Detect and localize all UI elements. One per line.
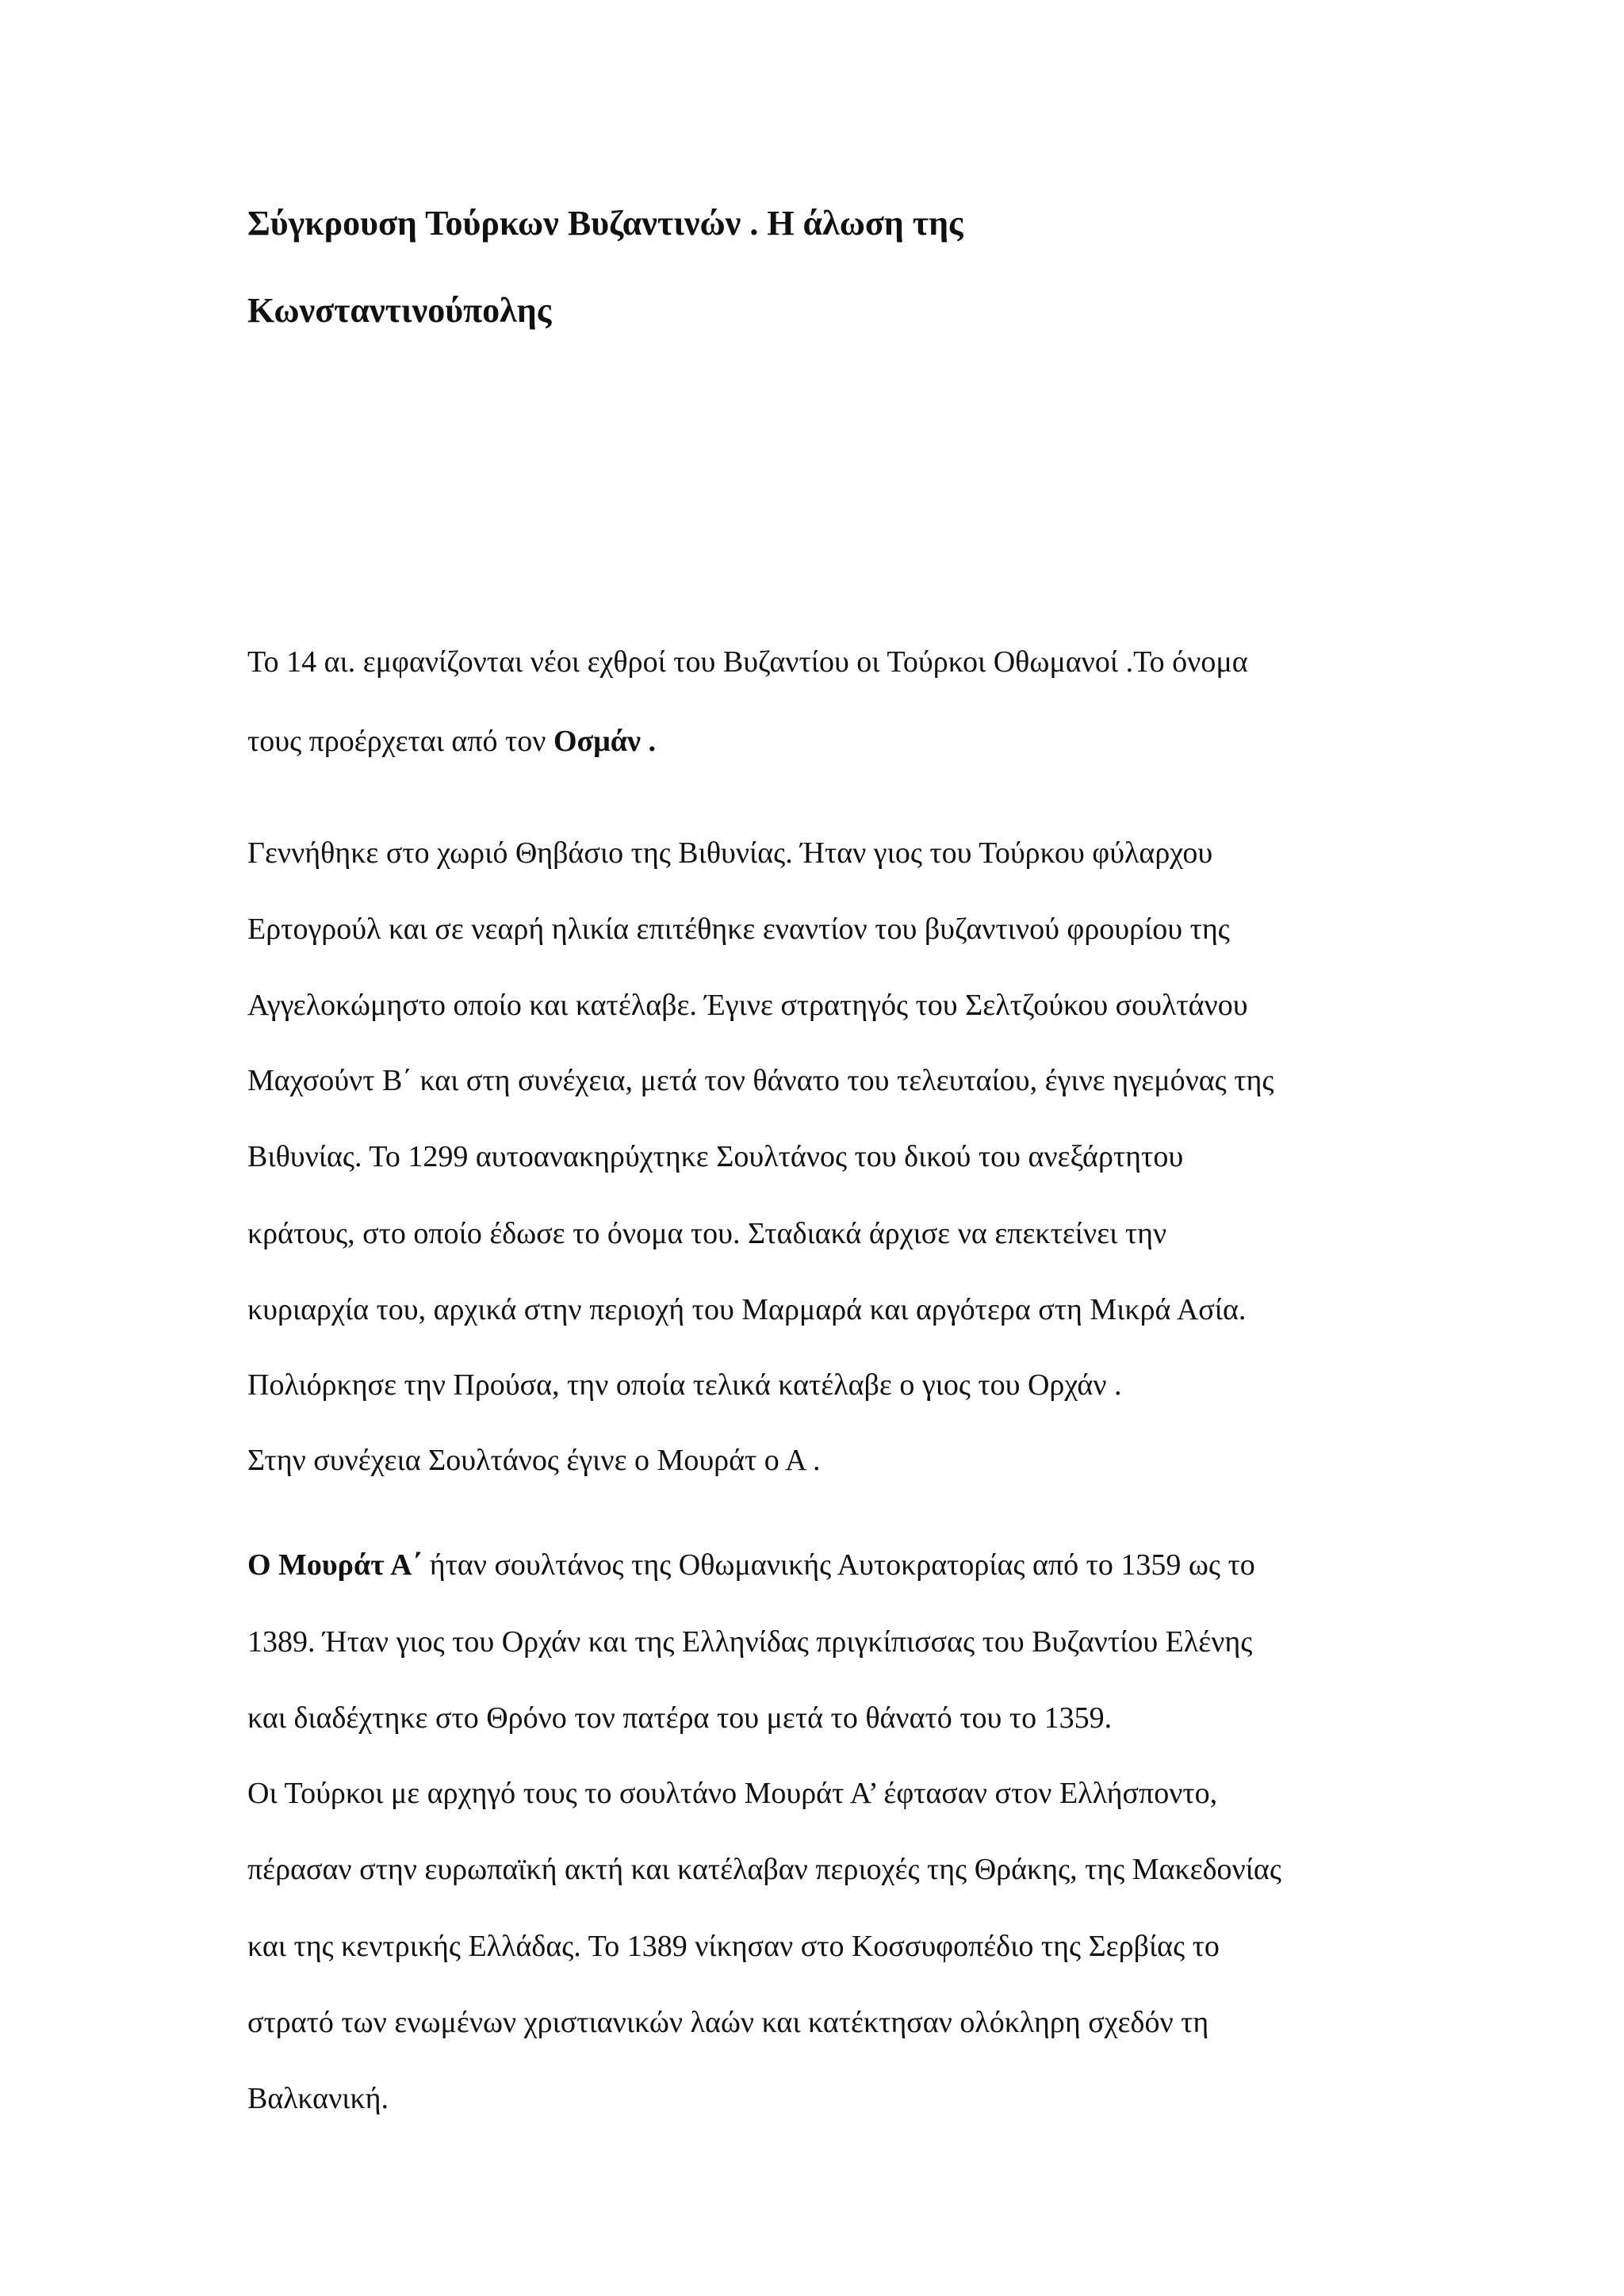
paragraph-2-line-6: κράτους, στο οποίο έδωσε το όνομα του. Σταδιακά άρχισε να επεκτείνει την [247, 1217, 1167, 1250]
paragraph-2-line-7: κυριαρχία του, αρχικά στην περιοχή του Μαρμαρά και αργότερα στη Μικρά Ασία. [247, 1293, 1247, 1326]
paragraph-3-line-1-text: ήταν σουλτάνος της Οθωμανικής Αυτοκρατορίας από το 1359 ως το [422, 1548, 1255, 1582]
paragraph-3-line-2: 1389. Ήταν γιος του Ορχάν και της Ελληνίδας πριγκίπισσας του Βυζαντίου Ελένης [247, 1625, 1253, 1659]
murad-name-bold: Ο Μουράτ Α΄ [247, 1548, 423, 1582]
paragraph-3-line-1 [247, 1546, 1255, 1584]
paragraph-3-line-3: και διαδέχτηκε στο Θρόνο τον πατέρα του μετά το θάνατό του το 1359. [247, 1701, 1113, 1735]
paragraph-1-line-1: Το 14 αι. εμφανίζονται νέοι εχθροί του Βυζαντίου οι Τούρκοι Οθωμανοί .Το όνομα [247, 645, 1248, 679]
paragraph-3-line-4: Οι Τούρκοι με αρχηγό τους το σουλτάνο Μουράτ Α’ έφτασαν στον Ελλήσποντο, [247, 1777, 1218, 1810]
paragraph-2-line-4: Μαχσούντ Β΄ και στη συνέχεια, μετά τον θάνατο του τελευταίου, έγινε ηγεμόνας της [247, 1064, 1274, 1097]
paragraph-2-line-9: Στην συνέχεια Σουλτάνος έγινε ο Μουράτ ο Α . [247, 1444, 821, 1477]
paragraph-2-line-1: Γεννήθηκε στο χωριό Θηβάσιο της Βιθυνίας. Ήταν γιος του Τούρκου φύλαρχου [247, 836, 1213, 870]
paragraph-2-line-5: Βιθυνίας. Το 1299 αυτοανακηρύχτηκε Σουλτάνος του δικού του ανεξάρτητου [247, 1140, 1184, 1173]
document-title-line-2: Κωνσταντινούπολης [247, 291, 552, 330]
paragraph-3-line-6: και της κεντρικής Ελλάδας. Το 1389 νίκησαν στο Κοσσυφοπέδιο της Σερβίας το [247, 1930, 1220, 1963]
paragraph-2-line-8: Πολιόρκησε την Προύσα, την οποία τελικά κατέλαβε ο γιος του Ορχάν . [247, 1368, 1122, 1402]
paragraph-3-line-7: στρατό των ενωμένων χριστιανικών λαών και κατέκτησαν ολόκληρη σχεδόν τη [247, 2006, 1209, 2039]
paragraph-3-line-5: πέρασαν στην ευρωπαϊκή ακτή και κατέλαβαν περιοχές της Θράκης, της Μακεδονίας [247, 1853, 1281, 1886]
paragraph-2-line-3: Αγγελοκώμηστο οποίο και κατέλαβε. Έγινε στρατηγός του Σελτζούκου σουλτάνου [247, 989, 1248, 1022]
paragraph-2-line-2: Ερτογρούλ και σε νεαρή ηλικία επιτέθηκε εναντίον του βυζαντινού φρουρίου της [247, 913, 1230, 946]
osman-name-bold: Οσμάν . [553, 725, 656, 758]
paragraph-1-line-2-text: τους προέρχεται από τον [247, 725, 553, 758]
document-title-line-1: Σύγκρουση Τούρκων Βυζαντινών . Η άλωση της [247, 204, 963, 243]
paragraph-3-line-8: Βαλκανική. [247, 2082, 389, 2115]
paragraph-1-line-2 [247, 722, 656, 760]
